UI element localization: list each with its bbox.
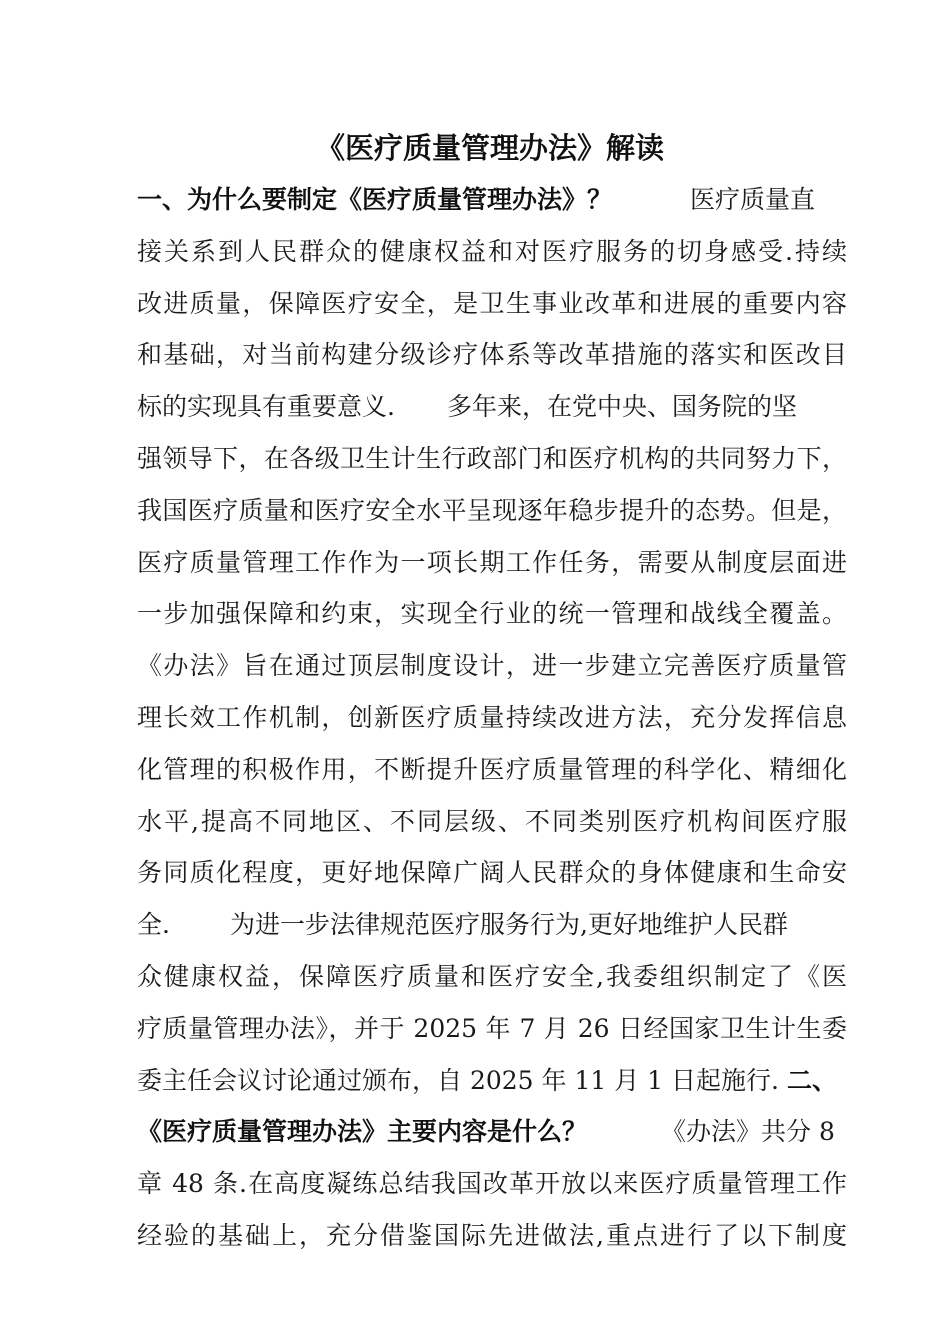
text-line: 众健康权益，保障医疗质量和医疗安全,我委组织制定了《医 (137, 961, 847, 991)
text-line: 医疗质量管理工作作为一项长期工作任务，需要从制度层面进 (137, 547, 847, 577)
text-line: 务同质化程度，更好地保障广阔人民群众的身体健康和生命安 (137, 858, 847, 888)
paragraph-start: 多年来，在党中央、国务院的坚 (446, 392, 797, 422)
text-line: 全. 为进一步法律规范医疗服务行为,更好地维护人民群 (137, 910, 788, 940)
document-body (137, 178, 847, 1266)
text-line (137, 1110, 847, 1162)
text-line (137, 178, 847, 230)
text-line: 章 48 条.在高度凝练总结我国改革开放以来医疗质量管理工作 (137, 1169, 847, 1199)
text-line: 和基础，对当前构建分级诊疗体系等改革措施的落实和医改目 (137, 340, 847, 370)
section-heading-2-prefix: 二、 (786, 1065, 837, 1095)
text-line: 委主任会议讨论通过颁布，自 2025 年 11 月 1 日起施行. 二、 (137, 1065, 837, 1095)
text-line: 一步加强保障和约束，实现全行业的统一管理和战线全覆盖。 (137, 599, 847, 629)
text-line: 我国医疗质量和医疗安全水平呈现逐年稳步提升的态势。但是， (137, 495, 847, 525)
text-line: 化管理的积极作用，不断提升医疗质量管理的科学化、精细化 (137, 754, 847, 784)
paragraph-start: 《办法》共分 8 (661, 1117, 835, 1147)
text-line: 疗质量管理办法》，并于 2025 年 7 月 26 日经国家卫生计生委 (137, 1013, 847, 1043)
text-line: 强领导下，在各级卫生计生行政部门和医疗机构的共同努力下， (137, 443, 847, 473)
text-line: 水平,提高不同地区、不同层级、不同类别医疗机构间医疗服 (137, 806, 847, 836)
section-heading-2: 《医疗质量管理办法》主要内容是什么？ (137, 1117, 588, 1147)
document-title: 《医疗质量管理办法》解读 (315, 131, 664, 165)
text-line: 理长效工作机制，创新医疗质量持续改进方法，充分发挥信息 (137, 702, 847, 732)
section-heading-1: 一、为什么要制定《医疗质量管理办法》？ (137, 185, 613, 214)
text-line: 改进质量，保障医疗安全，是卫生事业改革和进展的重要内容 (137, 288, 847, 318)
text-line: 《办法》旨在通过顶层制度设计，进一步建立完善医疗质量管 (137, 651, 847, 681)
text-line: 标的实现具有重要意义. 多年来，在党中央、国务院的坚 (137, 392, 797, 422)
text-line: 经验的基础上，充分借鉴国际先进做法,重点进行了以下制度 (137, 1220, 847, 1250)
paragraph-start: 为进一步法律规范医疗服务行为,更好地维护人民群 (229, 910, 788, 940)
paragraph-start: 医疗质量直 (690, 185, 816, 214)
text-line: 接关系到人民群众的健康权益和对医疗服务的切身感受.持续 (137, 236, 847, 266)
